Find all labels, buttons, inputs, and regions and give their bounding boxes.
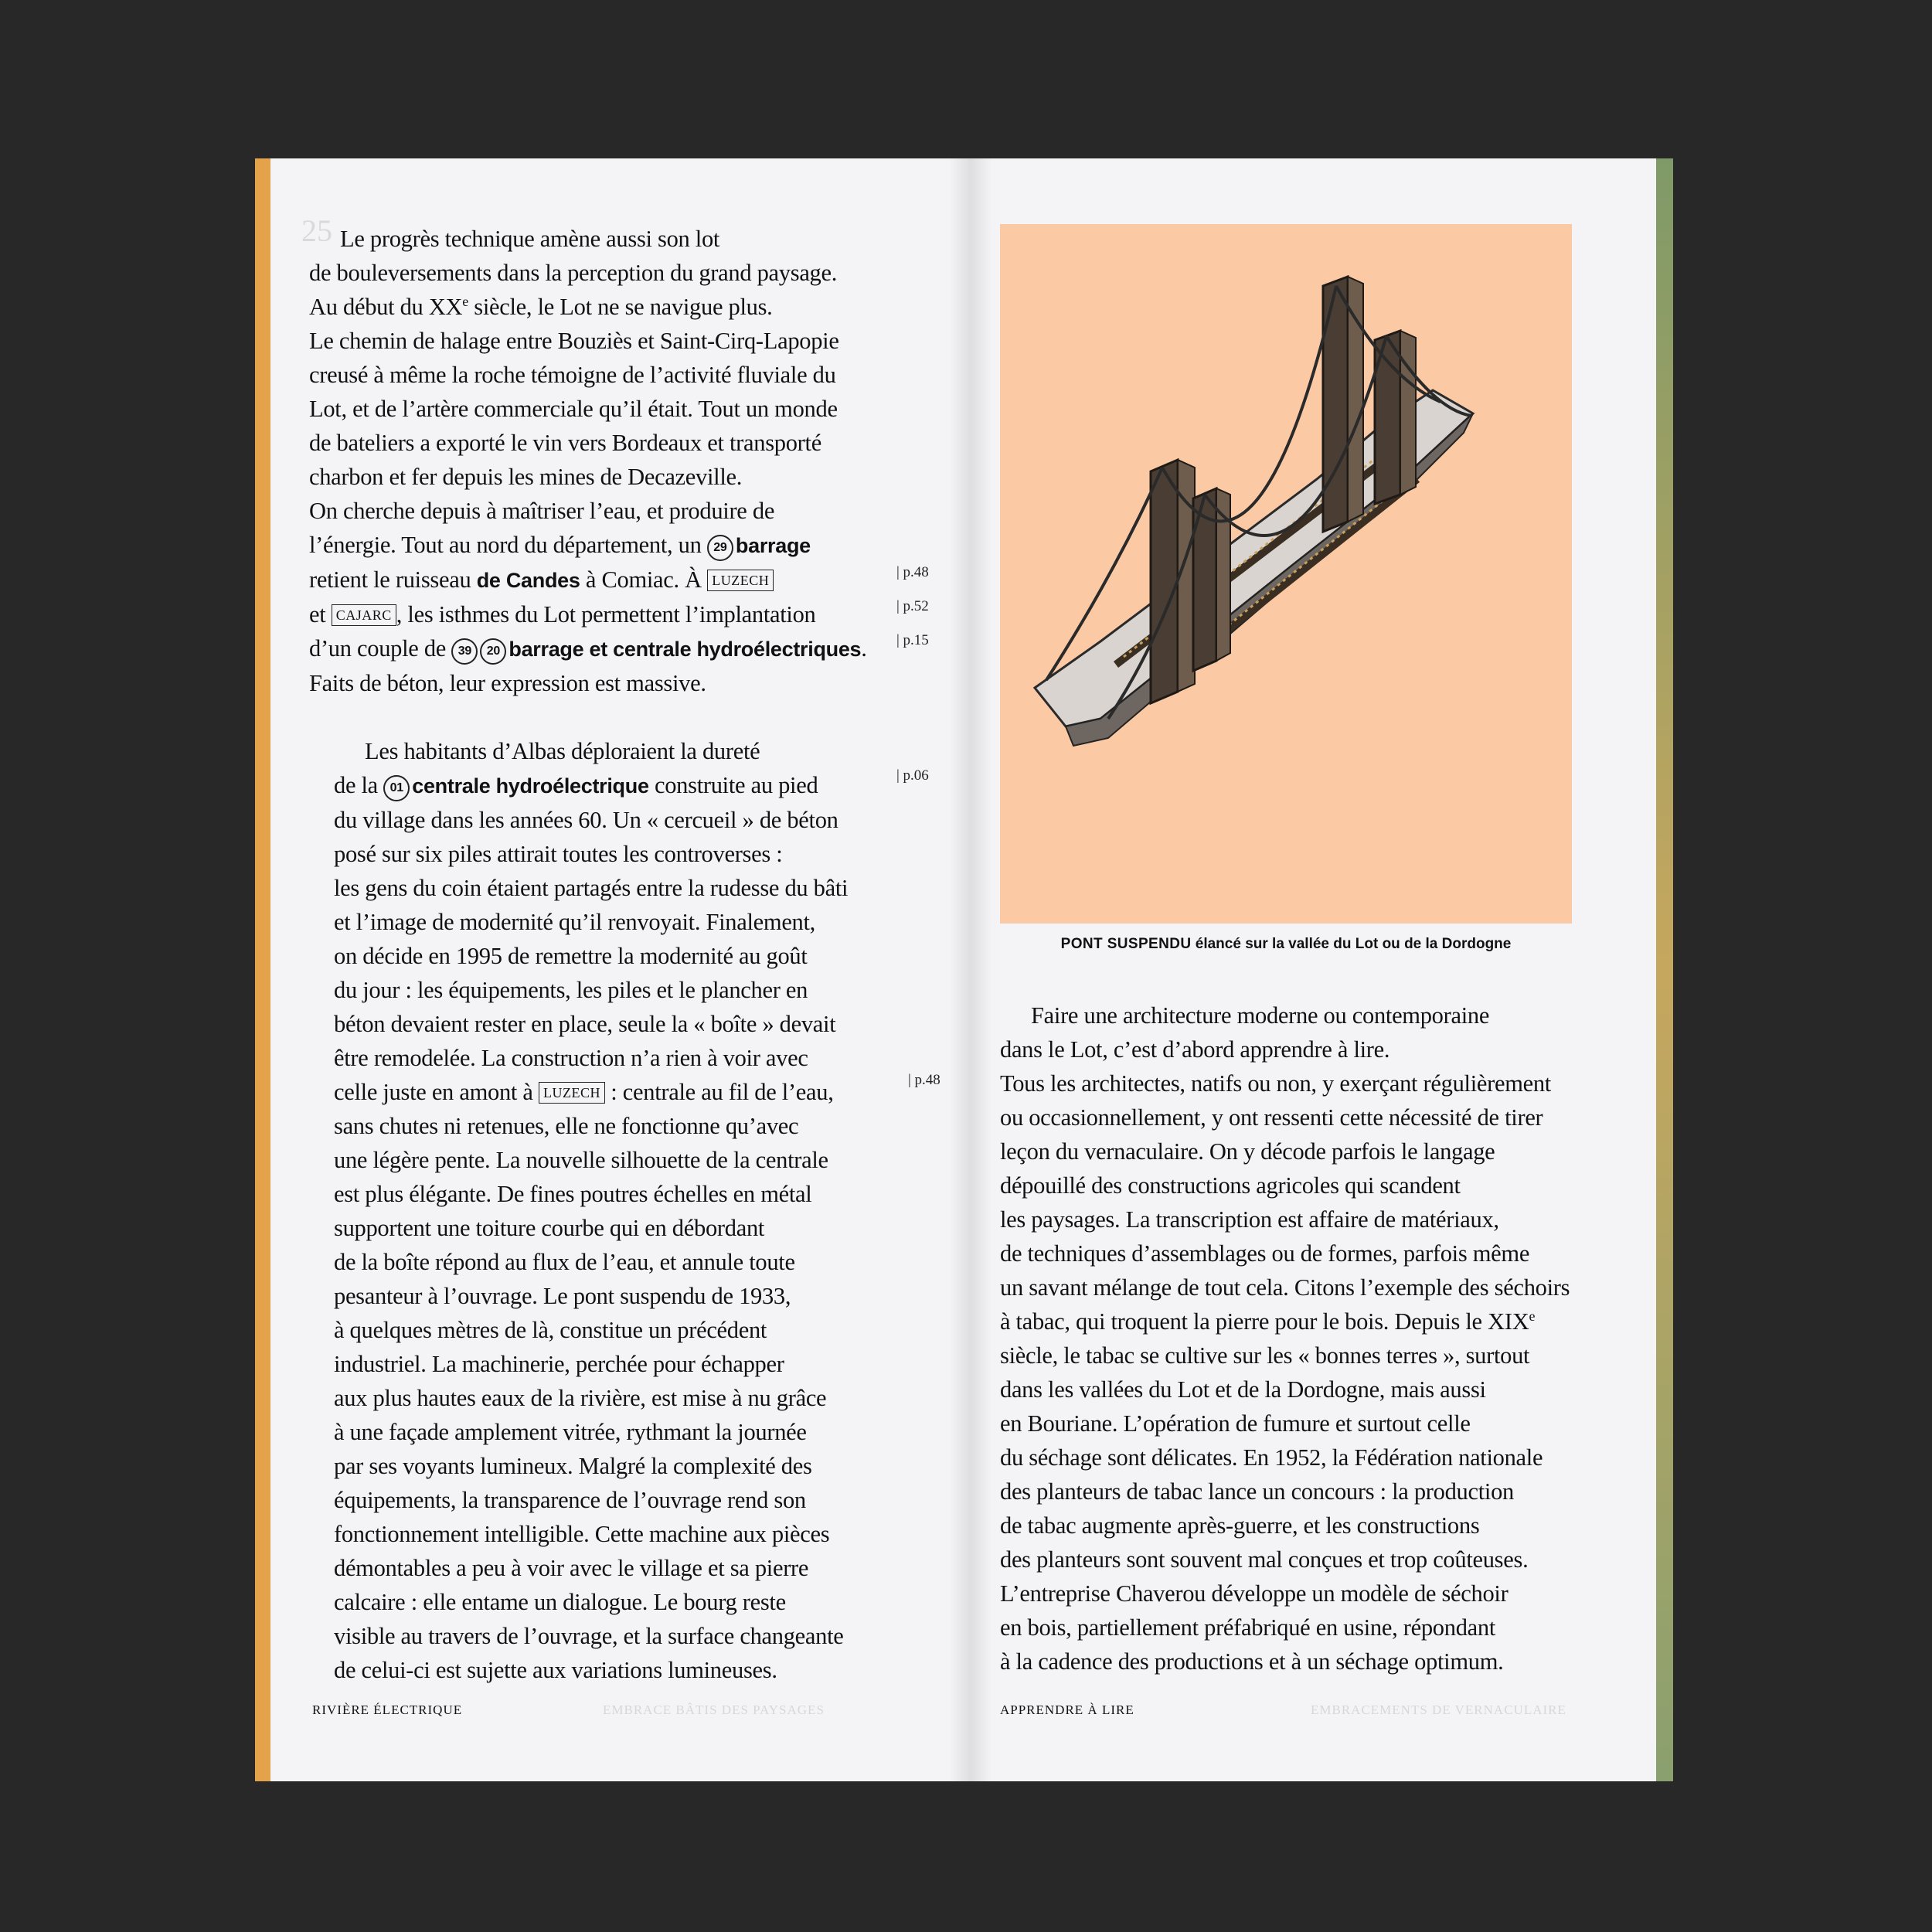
ghost-footer-left: EMBRACE BÂTIS DES PAYSAGES	[603, 1702, 825, 1717]
suspension-bridge-drawing	[1000, 224, 1572, 923]
ghost-page-number: 25	[301, 213, 332, 248]
book-gutter	[949, 158, 992, 1781]
paragraph-apprendre: Faire une architecture moderne ou contemporaine dans le Lot, c’est d’abord apprendre à lire. Tous les architectes, natifs ou non, y exerçant régulièrement ou occasionnellement, y ont ressenti cette nécessité de tirer leçon du vernaculaire. On y décode parfois le langage dépouillé des constructions agricoles qui scandent les paysages. La transcription est affaire de matériaux, de techniques d’assemblages ou de formes, parfois même un savant mélange de tout cela. Citons l’exemple des séchoirs à tabac, qui troquent la pierre pour le bois. Depuis le XIXe siècle, le tabac se cultive sur les « bonnes terres », surtout dans les vallées du Lot et de la Dordogne, mais aussi en Bouriane. L’opération de fumure et surtout celle du séchage sont délicates. En 1952, la Fédération nationale des planteurs de tabac lance un concours : la production de tabac augmente après-guerre, et les constructions des planteurs sont souvent mal conçues et trop coûteuses. L’entreprise Chaverou développe un modèle de séchoir en bois, partiellement préfabriqué en usine, répondant à la cadence des productions et à un séchage optimum.	[1000, 1002, 1570, 1675]
site-number-badge: 29	[707, 535, 733, 561]
booklet-spread	[255, 158, 1673, 1781]
site-number-badge: 01	[383, 775, 410, 801]
page-reference: | p.06	[896, 767, 929, 784]
paragraph-progress: Le progrès technique amène aussi son lot de bouleversements dans la perception du grand paysage. Au début du XXe siècle, le Lot ne se navigue plus. Le chemin de halage entre Bouziès et Saint-Cirq-Lapopie creusé à même la roche témoigne de l’activité fluviale du Lot, et de l’artère commerciale qu’il était. Tout un monde de bateliers a exporté le vin vers Bordeaux et transporté charbon et fer depuis les mines de Decazeville. On cherche depuis à maîtriser l’eau, et produire de l’énergie. Tout au nord du département, un 29 barrage retient le ruisseau de Candes à Comiac. À LUZECH et CAJARC , les isthmes du Lot permettent l’implantation d’un couple de 39 20 barrage et centrale hydroélectriques. Faits de béton, leur expression est massive.	[309, 226, 867, 696]
page-reference: | p.15	[896, 632, 929, 648]
site-number-badge: 20	[480, 638, 506, 665]
ghost-footer-right: EMBRACEMENTS DE VERNACULAIRE	[1311, 1702, 1566, 1717]
place-tag-cajarc: CAJARC	[332, 604, 396, 626]
place-tag-luzech: LUZECH	[539, 1082, 605, 1104]
site-number-badge: 39	[451, 638, 478, 665]
left-page	[270, 158, 971, 1781]
running-footer-left: RIVIÈRE ÉLECTRIQUE	[312, 1702, 463, 1717]
page-reference: | p.48	[896, 564, 929, 580]
running-footer-right: APPRENDRE À LIRE	[1000, 1702, 1134, 1717]
place-tag-luzech: LUZECH	[707, 570, 774, 591]
right-text-column	[1000, 998, 1603, 1679]
page-edge-right	[1656, 158, 1673, 1781]
left-text-column	[309, 222, 896, 1687]
page-reference: | p.48	[908, 1072, 940, 1088]
bridge-illustration	[1000, 224, 1572, 923]
illustration-caption: PONT SUSPENDU élancé sur la vallée du Lot ou de la Dordogne	[1060, 936, 1512, 952]
page-reference: | p.52	[896, 598, 929, 614]
paragraph-albas: Les habitants d’Albas déploraient la dureté de la 01 centrale hydroélectrique construite au pied du village dans les années 60. Un « cercueil » de béton posé sur six piles attirait toutes les controverses : les gens du coin étaient partagés entre la rudesse du bâti et l’image de modernité qu’il renvoyait. Finalement, on décide en 1995 de remettre la modernité au goût du jour : les équipements, les piles et le plancher en béton devaient rester en place, seule la « boîte » devait être remodelée. La construction n’a rien à voir avec celle juste en amont à LUZECH : centrale au fil de l’eau, sans chutes ni retenues, elle ne fonctionne qu’avec une légère pente. La nouvelle silhouette de la centrale est plus élégante. De fines poutres échelles en métal supportent une toiture courbe qui en débordant de la boîte répond au flux de l’eau, et annule toute pesanteur à l’ouvrage. Le pont suspendu de 1933, à quelques mètres de là, constitue un précédent industriel. La machinerie, perchée pour échapper aux plus hautes eaux de la rivière, est mise à nu grâce à une façade amplement vitrée, rythmant la journée par ses voyants lumineux. Malgré la complexité des équipements, la transparence de l’ouvrage rend son fonctionnement intelligible. Cette machine aux pièces démontables a peu à voir avec le village et sa pierre calcaire : elle entame un dialogue. Le bourg reste visible au travers de l’ouvrage, et la surface changeante de celui-ci est sujette aux variations lumineuses.	[334, 738, 849, 1683]
page-edge-left	[255, 158, 270, 1781]
